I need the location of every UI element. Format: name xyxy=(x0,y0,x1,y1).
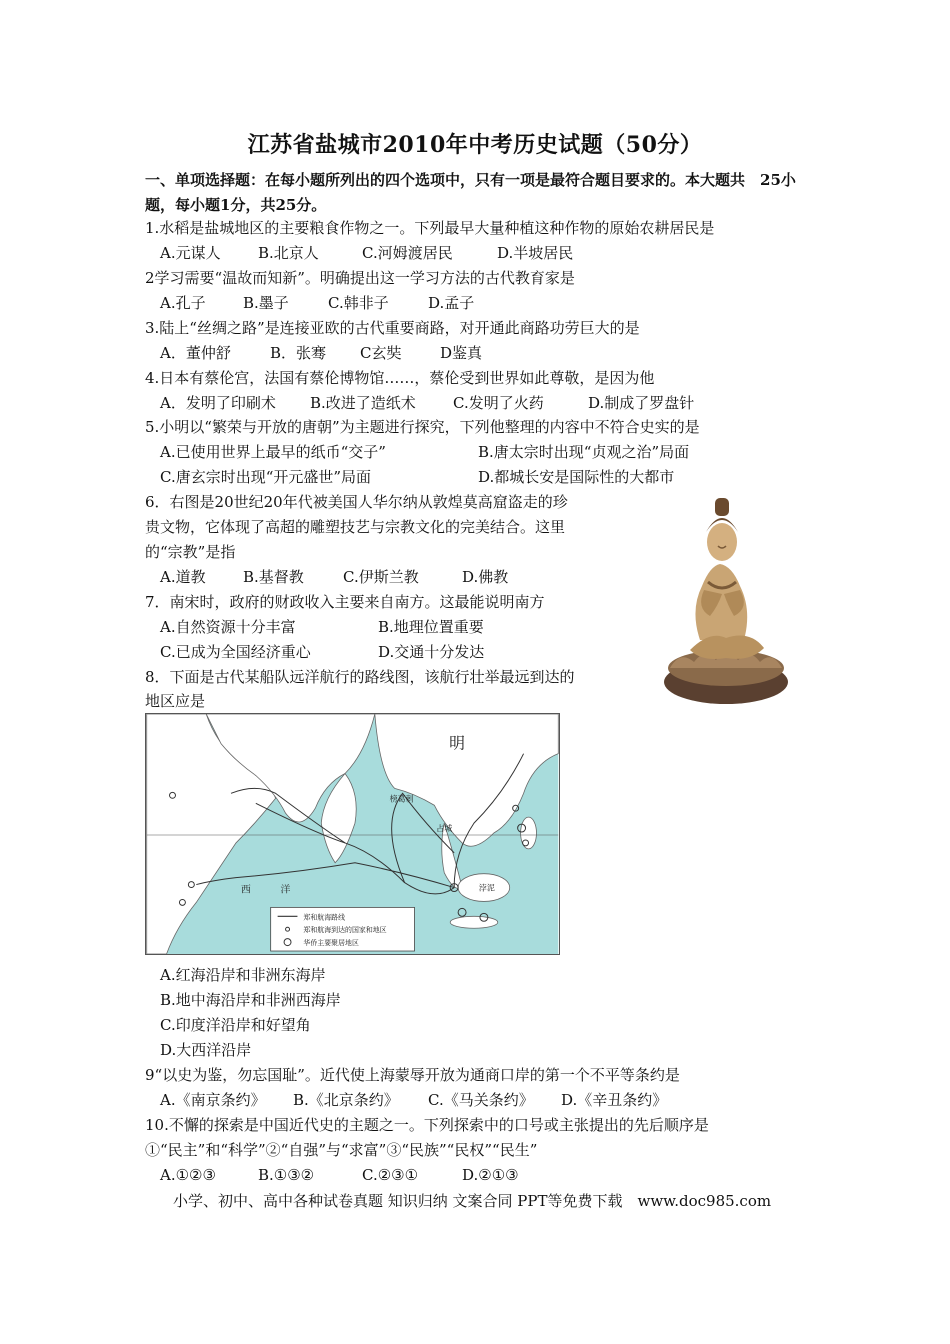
question-10-line-2: ①“民主”和“科学”②“自强”与“求富”③“民族”“民权”“民生” xyxy=(145,1141,538,1159)
svg-text:郑和航海到达的国家和地区: 郑和航海到达的国家和地区 xyxy=(303,926,387,935)
svg-text:华侨主要聚居地区: 华侨主要聚居地区 xyxy=(303,939,359,948)
question-9-stem: 9“以史为鉴，勿忘国耻”。近代使上海蒙辱开放为通商口岸的第一个不平等条约是 xyxy=(145,1066,680,1084)
q6-option-c: C.伊斯兰教 xyxy=(343,568,419,586)
q3-option-c: C玄奘 xyxy=(360,344,402,362)
q6-option-b: B.基督教 xyxy=(243,568,304,586)
question-2-stem: 2学习需要“温故而知新”。明确提出这一学习方法的古代教育家是 xyxy=(145,269,575,287)
q4-option-d: D.制成了罗盘针 xyxy=(588,394,695,412)
q3-option-b: B．张骞 xyxy=(270,344,327,362)
q8-option-d: D.大西洋沿岸 xyxy=(160,1041,252,1059)
q9-option-d: D.《辛丑条约》 xyxy=(561,1091,668,1109)
question-8-line-1: 8．下面是古代某船队远洋航行的路线图，该航行壮举最远到达的 xyxy=(145,668,575,686)
q4-option-c: C.发明了火药 xyxy=(453,394,544,412)
q2-option-b: B.墨子 xyxy=(243,294,289,312)
svg-text:浡泥: 浡泥 xyxy=(478,883,495,893)
q1-option-c: C.河姆渡居民 xyxy=(362,244,453,262)
voyage-route-map xyxy=(145,713,560,955)
q1-option-b: B.北京人 xyxy=(258,244,319,262)
svg-text:明: 明 xyxy=(449,733,466,753)
q8-option-b: B.地中海沿岸和非洲西海岸 xyxy=(160,991,341,1009)
question-6-line-3: 的“宗教”是指 xyxy=(145,543,236,561)
q7-option-b: B.地理位置重要 xyxy=(378,618,484,636)
q10-option-d: D.②①③ xyxy=(462,1166,519,1184)
q1-option-d: D.半坡居民 xyxy=(497,244,574,262)
q7-option-a: A.自然资源十分丰富 xyxy=(160,618,296,636)
q2-option-d: D.孟子 xyxy=(428,294,475,312)
question-8-line-2: 地区应是 xyxy=(145,692,206,710)
footer-text: 小学、初中、高中各种试卷真题 知识归纳 文案合同 PPT等免费下载 www.doc985.com xyxy=(173,1192,772,1210)
question-6-line-2: 贵文物，它体现了高超的雕塑技艺与宗教文化的完美结合。这里 xyxy=(145,518,566,536)
q5-option-a: A.已使用世界上最早的纸币“交子” xyxy=(160,443,386,461)
question-4-stem: 4.日本有蔡伦宫，法国有蔡伦博物馆……，蔡伦受到世界如此尊敬，是因为他 xyxy=(145,369,655,387)
q9-option-a: A.《南京条约》 xyxy=(160,1091,266,1109)
q10-option-b: B.①③② xyxy=(258,1166,315,1184)
question-6-line-1: 6．右图是20世纪20年代被美国人华尔纳从敦煌莫高窟盗走的珍 xyxy=(145,493,568,511)
q9-option-c: C.《马关条约》 xyxy=(428,1091,534,1109)
q1-option-a: A.元谋人 xyxy=(160,244,221,262)
q3-option-d: D鉴真 xyxy=(440,344,483,362)
svg-text:西 洋: 西 洋 xyxy=(240,884,291,896)
q7-option-d: D.交通十分发达 xyxy=(378,643,485,661)
q2-option-c: C.韩非子 xyxy=(328,294,389,312)
q4-option-a: A．发明了印刷术 xyxy=(160,394,276,412)
q8-option-a: A.红海沿岸和非洲东海岸 xyxy=(160,966,326,984)
q2-option-a: A.孔子 xyxy=(160,294,206,312)
q9-option-b: B.《北京条约》 xyxy=(293,1091,399,1109)
q5-option-c: C.唐玄宗时出现“开元盛世”局面 xyxy=(160,468,372,486)
q5-option-d: D.都城长安是国际性的大都市 xyxy=(478,468,675,486)
svg-text:榜葛剌: 榜葛剌 xyxy=(389,794,414,804)
question-5-stem: 5.小明以“繁荣与开放的唐朝”为主题进行探究，下列他整理的内容中不符合史实的是 xyxy=(145,418,700,436)
question-3-stem: 3.陆上“丝绸之路”是连接亚欧的古代重要商路，对开通此商路功劳巨大的是 xyxy=(145,319,640,337)
q5-option-b: B.唐太宗时出现“贞观之治”局面 xyxy=(478,443,690,461)
question-7-stem: 7．南宋时，政府的财政收入主要来自南方。这最能说明南方 xyxy=(145,593,545,611)
svg-text:占城: 占城 xyxy=(436,824,453,834)
q6-option-a: A.道教 xyxy=(160,568,206,586)
q4-option-b: B.改进了造纸术 xyxy=(310,394,416,412)
q10-option-c: C.②③① xyxy=(362,1166,419,1184)
question-1-stem: 1.水稻是盐城地区的主要粮食作物之一。下列最早大量种植这种作物的原始农耕居民是 xyxy=(145,219,715,237)
q8-option-c: C.印度洋沿岸和好望角 xyxy=(160,1016,311,1034)
q10-option-a: A.①②③ xyxy=(160,1166,216,1184)
question-10-stem: 10.不懈的探索是中国近代史的主题之一。下列探索中的口号或主张提出的先后顺序是 xyxy=(145,1116,709,1134)
page-title: 江苏省盐城市2010年中考历史试题（50分） xyxy=(247,132,703,158)
q7-option-c: C.已成为全国经济重心 xyxy=(160,643,311,661)
buddhist-statue-photo xyxy=(660,490,790,708)
svg-text:郑和航海路线: 郑和航海路线 xyxy=(303,913,346,922)
q3-option-a: A．董仲舒 xyxy=(160,344,231,362)
q6-option-d: D.佛教 xyxy=(462,568,509,586)
section-heading: 一、单项选择题：在每小题所列出的四个选项中，只有一项是最符合题目要求的。本大题共 25小题，每小题1分，共25分。 xyxy=(145,171,796,214)
